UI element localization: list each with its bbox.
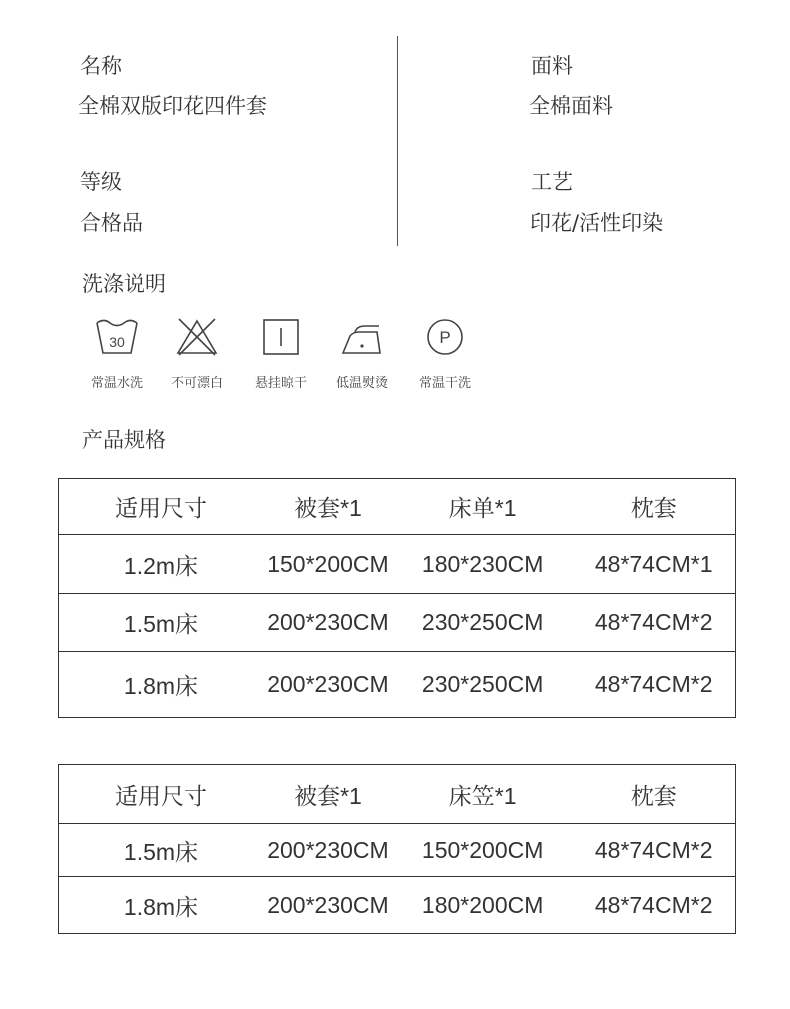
cell-pillow: 48*74CM*2 [594, 836, 713, 863]
grade-label: 等级 [80, 170, 122, 194]
table-row [59, 594, 736, 652]
name-value: 全棉双版印花四件套 [78, 94, 267, 118]
care-item-hang-dry [239, 314, 323, 391]
cell-fitted-sheet: 150*200CM [421, 836, 544, 863]
dry-clean-p-icon [422, 317, 468, 357]
no-bleach-icon [174, 317, 220, 357]
low-iron-icon [339, 317, 385, 357]
grade-value: 合格品 [80, 211, 143, 235]
hang-dry-icon [258, 317, 304, 357]
table-row [59, 877, 736, 934]
table-row [59, 824, 736, 877]
table-header-row [59, 765, 736, 824]
header-fitted-sheet: 床笠*1 [448, 782, 517, 809]
cell-size: 1.2m床 [123, 552, 199, 579]
info-divider [397, 36, 398, 246]
cell-pillow: 48*74CM*2 [594, 671, 713, 697]
spec-table-sheet [58, 478, 736, 718]
fabric-label: 面料 [531, 54, 573, 78]
cell-pillow: 48*74CM*2 [594, 609, 713, 635]
cell-sheet: 230*250CM [421, 671, 544, 697]
care-title: 洗涤说明 [82, 272, 166, 296]
cell-sheet: 230*250CM [421, 609, 544, 635]
cell-size: 1.5m床 [123, 611, 199, 637]
cell-duvet: 200*230CM [267, 891, 389, 918]
care-label-hang-dry: 悬挂晾干 [254, 376, 307, 391]
wash-temp: 30 [109, 334, 125, 350]
cell-duvet: 150*200CM [267, 550, 389, 577]
header-duvet: 被套*1 [294, 495, 362, 521]
cell-size: 1.8m床 [123, 893, 199, 920]
cell-sheet: 180*230CM [421, 550, 544, 577]
care-label-wash: 常温水洗 [90, 376, 143, 391]
table-header-row [59, 479, 736, 535]
header-pillow: 枕套 [630, 782, 677, 809]
header-pillow: 枕套 [630, 495, 677, 521]
care-label-low-iron: 低温熨烫 [335, 376, 388, 391]
cell-duvet: 200*230CM [267, 671, 389, 697]
cell-duvet: 200*230CM [267, 836, 389, 863]
wash-30-icon [94, 317, 140, 357]
cell-pillow: 48*74CM*1 [594, 550, 713, 577]
care-item-wash [75, 314, 159, 391]
craft-value: 印花/活性印染 [530, 211, 664, 235]
spec-title: 产品规格 [82, 428, 166, 452]
care-label-no-bleach: 不可漂白 [170, 376, 223, 391]
cell-duvet: 200*230CM [267, 609, 389, 635]
cell-size: 1.8m床 [123, 673, 199, 699]
cell-fitted-sheet: 180*200CM [421, 891, 544, 918]
cell-pillow: 48*74CM*2 [594, 891, 713, 918]
care-item-no-bleach [155, 314, 239, 391]
table-row [59, 652, 736, 718]
dry-clean-letter: P [439, 328, 451, 347]
header-size: 适用尺寸 [114, 782, 207, 809]
name-label: 名称 [80, 54, 122, 78]
craft-label: 工艺 [531, 170, 573, 194]
care-item-low-iron [320, 314, 404, 391]
header-duvet: 被套*1 [294, 782, 362, 809]
header-sheet: 床单*1 [448, 495, 517, 521]
care-label-dry-clean: 常温干洗 [418, 376, 471, 391]
spec-table-fitted [58, 764, 736, 934]
care-item-dry-clean [403, 314, 487, 391]
table-row [59, 535, 736, 594]
cell-size: 1.5m床 [123, 838, 199, 865]
fabric-value: 全棉面料 [529, 94, 613, 118]
header-size: 适用尺寸 [114, 495, 207, 521]
